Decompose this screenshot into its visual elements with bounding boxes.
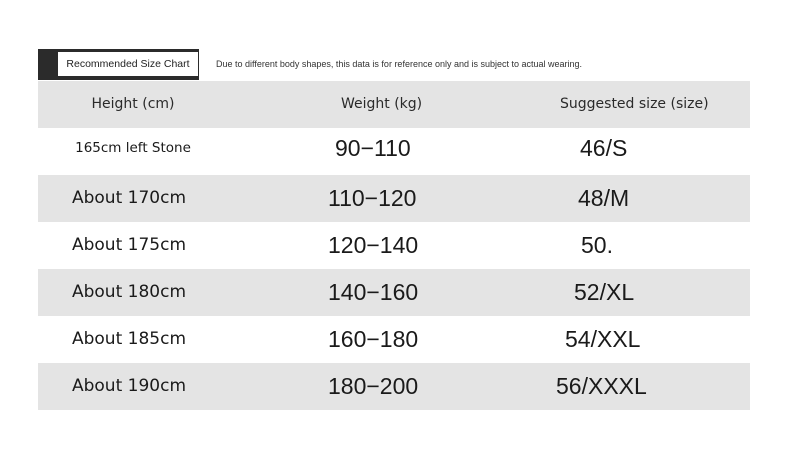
table-row [38, 316, 750, 363]
table-row [38, 222, 750, 269]
height-cell: About 185cm [71, 329, 187, 349]
table-row [38, 363, 750, 410]
size-chart-tab-label: Recommended Size Chart [58, 52, 198, 76]
size-cell: 48/M [578, 185, 630, 211]
height-cell: About 175cm [71, 235, 187, 255]
header-size: Suggested size (size) [560, 96, 709, 112]
weight-cell: 120−140 [328, 232, 419, 258]
height-cell: About 180cm [71, 282, 187, 302]
weight-cell: 90−110 [335, 135, 411, 161]
height-cell: About 170cm [71, 188, 187, 208]
table-row [38, 175, 750, 222]
table-header-row [38, 81, 750, 128]
height-cell: About 190cm [71, 376, 187, 396]
weight-cell: 110−120 [328, 185, 417, 211]
header-weight: Weight (kg) [341, 96, 423, 112]
weight-cell: 160−180 [328, 326, 419, 352]
weight-cell: 180−200 [328, 373, 419, 399]
table-row [38, 269, 750, 316]
weight-cell: 140−160 [328, 279, 419, 305]
table-row [38, 128, 750, 175]
size-cell: 54/XXL [565, 326, 641, 352]
header-height: Height (cm) [91, 96, 175, 112]
size-cell: 46/S [580, 135, 628, 161]
size-cell: 56/XXXL [556, 373, 647, 399]
size-cell: 50. [581, 232, 613, 258]
reference-note: Due to different body shapes, this data is for reference only and is subject to actual wearing. [216, 59, 583, 69]
size-table [38, 81, 750, 410]
size-cell: 52/XL [574, 279, 635, 305]
size-chart-tab [38, 49, 199, 80]
height-cell: 165cm left Stone [75, 140, 191, 156]
